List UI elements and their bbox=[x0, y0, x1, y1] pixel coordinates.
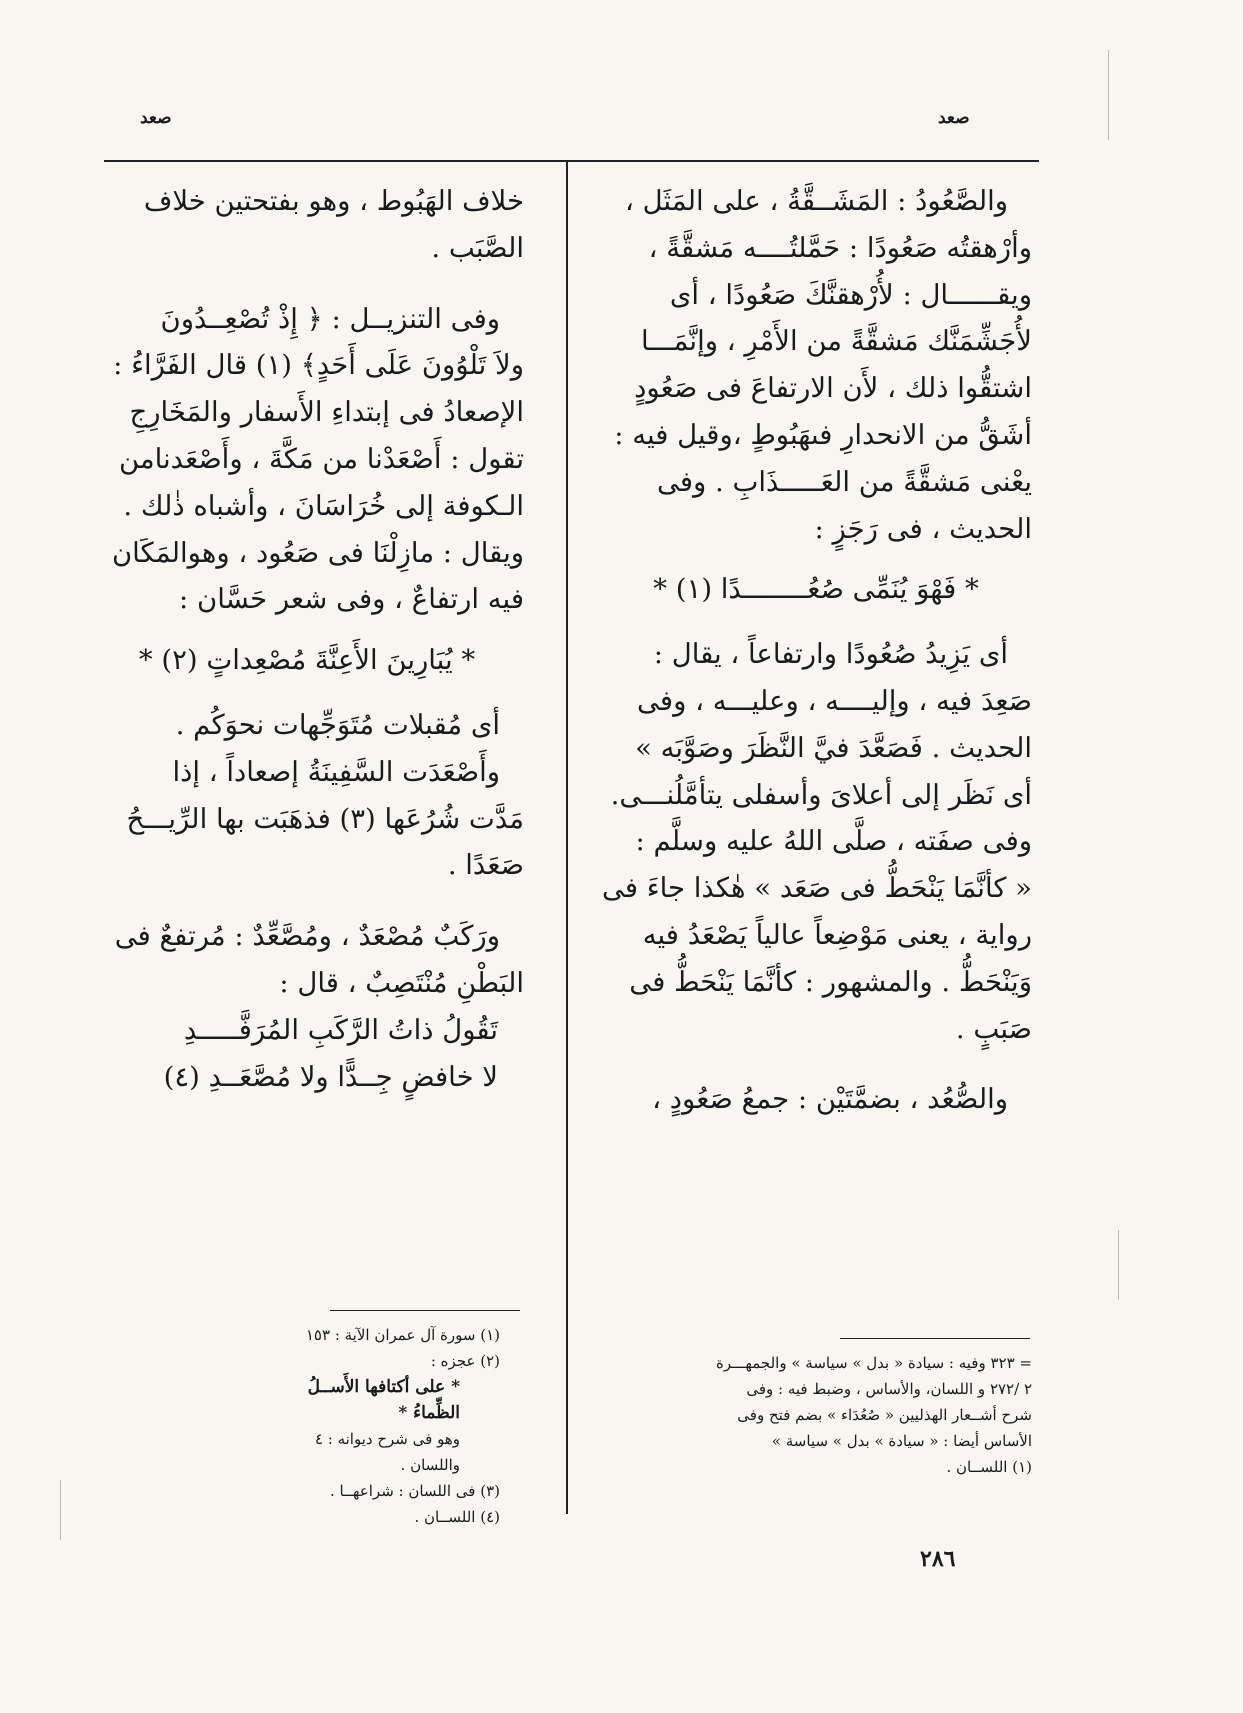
text-line: الإصعادُ فى إبتداءِ الأَسفار والمَخَارِجِ bbox=[129, 396, 524, 429]
text-line: والصُّعُد ، بضمَّتَيْن : جمعُ صَعُودٍ ، bbox=[652, 1083, 1008, 1116]
footnote-line: (٣) فى اللسان : شراعهــا . bbox=[329, 1482, 500, 1500]
footnote-line: (٤) اللســان . bbox=[414, 1508, 500, 1526]
footnote-line: الأساس أيضا : « سيادة » بدل » سياسة » bbox=[771, 1432, 1032, 1450]
text-line: وفى التنزيــل : ﴿ إِذْ تُصْعِــدُونَ bbox=[160, 302, 500, 335]
poem-line: تَقُولُ ذاتُ الرَّكَبِ المُرَفَّـــــدِ bbox=[184, 1013, 498, 1046]
footnote-rule-right bbox=[840, 1338, 1030, 1339]
scan-mark bbox=[1108, 50, 1109, 140]
header-rule bbox=[104, 160, 1039, 162]
text-line: مَدَّت شُرُعَها (٣) فذهَبَت بها الرِّيـــحُ bbox=[126, 802, 524, 835]
verse-line: * فَهْوَ يُنَمِّى صُعُــــــــدًا (١) * bbox=[653, 573, 979, 606]
text-line: صَعِدَ فيه ، وإليــــه ، وعليـــه ، وفى bbox=[637, 684, 1032, 717]
text-line: أشَقُّ من الانحدارِ فىهَبُوطٍ ،وقيل فيه : bbox=[614, 418, 1032, 451]
footnote-line: شرح أشــعار الهذليين « صُعُدَاء » بضم فتح وفى bbox=[737, 1406, 1032, 1424]
column-separator bbox=[566, 162, 568, 1514]
right-column bbox=[600, 178, 1032, 1123]
footnote-line: (٢) عجزه : bbox=[430, 1352, 500, 1370]
text-line: أى يَزِيدُ صُعُودًا وارتفاعاً ، يقال : bbox=[653, 638, 1008, 671]
footnote-line: وهو فى شرح ديوانه : ٤ واللسان . bbox=[314, 1430, 460, 1474]
footnotes-right bbox=[600, 1350, 1032, 1480]
text-line: البَطْنِ مُنْتَصِبٌ ، قال : bbox=[279, 966, 524, 999]
footnote-rule-left bbox=[330, 1310, 520, 1311]
text-line: الحديث ، فى رَجَزٍ : bbox=[814, 512, 1032, 545]
text-line: وأَصْعَدَت السَّفِينَةُ إصعاداً ، إذا bbox=[172, 755, 500, 788]
text-line: ورَكَبٌ مُصْعَدٌ ، ومُصَّعِّدٌ : مُرتفعٌ فى bbox=[114, 920, 500, 953]
left-column bbox=[90, 178, 524, 1100]
running-head-right: صعد bbox=[938, 108, 970, 128]
footnotes-left bbox=[300, 1322, 500, 1530]
text-line: الحديث . فَصَعَّدَ فيَّ النَّظَرَ وصَوَّبَه » bbox=[635, 731, 1032, 764]
text-line: الـكوفة إلى خُرَاسَانَ ، وأشباه ذٰلك . bbox=[123, 489, 524, 522]
text-line: ويقــــــال : لأُرْهقنَّكَ صَعُودًا ، أى bbox=[669, 278, 1032, 311]
footnote-line: (١) سورة آل عمران الآية : ١٥٣ bbox=[305, 1326, 500, 1344]
poem-line: لا خافضٍ جِــدًّا ولا مُصَّعَــدِ (٤) bbox=[163, 1060, 498, 1093]
page-number: ٢٨٦ bbox=[920, 1546, 956, 1572]
verse-line: * يُبَارِينَ الأَعِنَّةَ مُصْعِداتٍ (٢) * bbox=[138, 644, 476, 677]
text-line: صَبَبٍ . bbox=[955, 1012, 1032, 1045]
text-line: ولاَ تَلْوُونَ عَلَى أَحَدٍ﴾ (١) قال الفَرَّاءُ : bbox=[113, 349, 524, 382]
text-line: « كأنَّمَا يَنْحَطُّ فى صَعَد » هٰكذا جاءَ فى bbox=[601, 872, 1032, 905]
text-line: رواية ، يعنى مَوْضِعاً عالياً يَصْعَدُ فيه bbox=[642, 918, 1032, 951]
text-line: اشتقُّوا ذلك ، لأَن الارتفاعَ فى صَعُودٍ bbox=[634, 372, 1032, 405]
running-head-left: صعد bbox=[140, 108, 172, 128]
text-line: صَعَدًا . bbox=[447, 849, 524, 882]
footnote-line: ٢ /٢٧٢ و اللسان، والأساس ، وضبط فيه : وفى bbox=[746, 1380, 1032, 1398]
scan-mark bbox=[1118, 1230, 1119, 1300]
text-line: أى نَظَر إلى أعلاىَ وأسفلى يتأمَّلُنـــى. bbox=[610, 778, 1032, 811]
scan-mark bbox=[60, 1480, 61, 1540]
text-line: أى مُقبلات مُتَوَجِّهات نحوَكُم . bbox=[175, 708, 500, 741]
text-line: وَيَنْحَطُّ . والمشهور : كأنَّمَا يَنْحَطُّ فى bbox=[629, 965, 1032, 998]
footnote-line: * على أكتافها الأَســلُ الظِّماءُ * bbox=[307, 1377, 460, 1423]
text-line: يعْنى مَشقَّةً من العَـــــذَابِ . وفى bbox=[656, 465, 1032, 498]
text-line: تقول : أَصْعَدْنا من مَكَّةَ ، وأَصْعَدنامن bbox=[118, 442, 524, 475]
footnote-line: = ٣٢٣ وفيه : سيادة « بدل » سياسة » والجمهـــرة bbox=[716, 1354, 1032, 1372]
text-line: فيه ارتفاعٌ ، وفى شعر حَسَّان : bbox=[179, 583, 524, 616]
text-line: ويقال : مازِلْنَا فى صَعُود ، وهوالمَكَان bbox=[111, 536, 524, 569]
text-line: لأُجَشِّمَنَّك مَشقَّةً من الأَمْرِ ، وإنَّمَـــا bbox=[640, 325, 1032, 358]
text-line: والصَّعُودُ : المَشَــقَّةُ ، على المَثَل ، bbox=[624, 185, 1008, 217]
text-line: خلاف الهَبُوط ، وهو بفتحتين خلاف bbox=[143, 185, 524, 217]
text-line: الصَّبَب . bbox=[431, 231, 524, 264]
footnote-line: (١) اللســان . bbox=[946, 1458, 1032, 1476]
text-line: وأرْهقتُه صَعُودًا : حَمَّلتُــــه مَشقَّةً ، bbox=[648, 231, 1032, 264]
text-line: وفى صفَته ، صلَّى اللهُ عليه وسلَّم : bbox=[635, 825, 1032, 858]
